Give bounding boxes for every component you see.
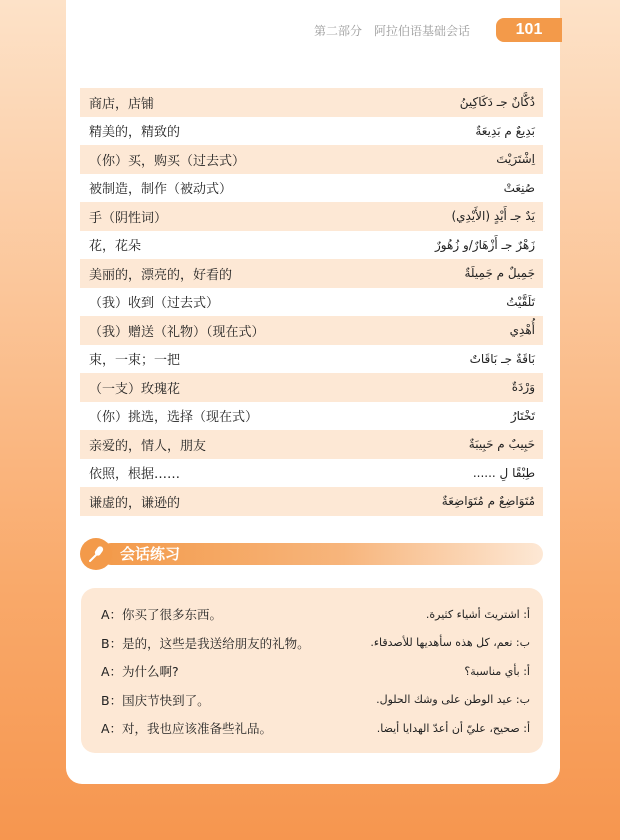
section-heading — [80, 538, 543, 568]
vocab-arabic: حَبِيبٌ م حَبِيبَةٌ — [468, 437, 535, 452]
vocab-arabic: مُتَوَاضِعٌ م مُتَوَاضِعَةٌ — [441, 494, 535, 509]
vocabulary-table — [80, 88, 543, 516]
vocab-row — [80, 373, 543, 402]
dialogue-arabic: ب: نعم، كل هذه سأهديها للأصدقاء. — [370, 636, 530, 650]
dialogue-line — [101, 714, 530, 743]
vocab-row — [80, 231, 543, 260]
dialogue-arabic: أ: اشتريتَ أشياء كثيرة. — [425, 607, 530, 621]
vocab-chinese: 束，一束；一把 — [89, 353, 181, 369]
vocab-chinese: （我）赠送（礼物）（现在式） — [89, 324, 265, 340]
dialogue-line — [101, 657, 530, 686]
dialogue-chinese: B：国庆节快到了。 — [101, 692, 210, 708]
microphone-icon — [80, 538, 112, 570]
vocab-arabic: بَاقَةٌ جـ بَاقَاتٌ — [469, 351, 535, 366]
dialogue-box — [81, 588, 543, 753]
dialogue-line — [101, 600, 530, 629]
vocab-chinese: （一支）玫瑰花 — [89, 381, 181, 397]
vocab-arabic: بَدِيعٌ م بَدِيعَةٌ — [475, 123, 535, 138]
vocab-chinese: （你）挑选，选择（现在式） — [89, 410, 259, 426]
page-number: 101 — [496, 18, 562, 42]
vocab-row — [80, 202, 543, 231]
section-title: 会话练习 — [120, 545, 181, 563]
vocab-arabic: وَرْدَةٌ — [511, 380, 535, 395]
vocab-arabic: تَلَقَّيْتُ — [506, 294, 535, 309]
vocab-arabic: أُهْدِي — [509, 323, 535, 338]
vocab-row — [80, 259, 543, 288]
vocab-arabic: اِشْتَرَيْتَ — [496, 152, 535, 167]
vocab-row — [80, 402, 543, 431]
vocab-row — [80, 459, 543, 488]
vocab-arabic: طِبْقًا لِ ...... — [472, 465, 535, 480]
vocab-chinese: 亲爱的，情人，朋友 — [89, 438, 207, 454]
vocab-chinese: 依照，根据…… — [89, 467, 181, 483]
dialogue-arabic: أ: بأي مناسبة؟ — [464, 664, 530, 678]
dialogue-arabic: ب: عيد الوطن على وشك الحلول. — [376, 693, 530, 707]
dialogue-chinese: B：是的，这些是我送给朋友的礼物。 — [101, 635, 310, 651]
dialogue-line — [101, 686, 530, 715]
dialogue-chinese: A：对，我也应该准备些礼品。 — [101, 721, 273, 737]
vocab-row — [80, 117, 543, 146]
breadcrumb: 第二部分 阿拉伯语基础会话 — [313, 24, 470, 38]
vocab-row — [80, 174, 543, 203]
vocab-chinese: 精美的，精致的 — [89, 125, 181, 141]
vocab-arabic: زَهْرٌ جـ أَزْهَارٌ/و زُهُورٌ — [435, 237, 535, 252]
vocab-row — [80, 145, 543, 174]
vocab-arabic: جَمِيلٌ م جَمِيلَةٌ — [464, 266, 535, 281]
vocab-chinese: 被制造，制作（被动式） — [89, 182, 233, 198]
dialogue-arabic: أ: صحيح، عليّ أن أعدّ الهدايا أيضا. — [376, 721, 530, 735]
vocab-chinese: 商店，店铺 — [89, 96, 155, 112]
vocab-row — [80, 487, 543, 516]
page-header — [66, 18, 560, 42]
dialogue-line — [101, 629, 530, 658]
vocab-chinese: （你）买，购买（过去式） — [89, 153, 246, 169]
vocab-chinese: 谦虚的，谦逊的 — [89, 495, 181, 511]
vocab-chinese: （我）收到（过去式） — [89, 296, 220, 312]
vocab-row — [80, 316, 543, 345]
vocab-arabic: صُنِعَتْ — [503, 180, 535, 195]
vocab-row — [80, 430, 543, 459]
vocab-chinese: 美丽的，漂亮的，好看的 — [89, 267, 233, 283]
vocab-row — [80, 288, 543, 317]
vocab-chinese: 花，花朵 — [89, 239, 142, 255]
vocab-arabic: يَدٌ جـ أَيْدٍ (الأَيْدِي) — [451, 209, 535, 224]
dialogue-chinese: A：为什么啊? — [101, 664, 179, 680]
vocab-arabic: تَخْتَارُ — [510, 408, 535, 423]
dialogue-chinese: A：你买了很多东西。 — [101, 607, 223, 623]
vocab-chinese: 手（阴性词） — [89, 210, 168, 226]
vocab-row — [80, 345, 543, 374]
vocab-arabic: دُكَّانٌ جـ دَكَاكِينُ — [459, 95, 535, 110]
vocab-row — [80, 88, 543, 117]
